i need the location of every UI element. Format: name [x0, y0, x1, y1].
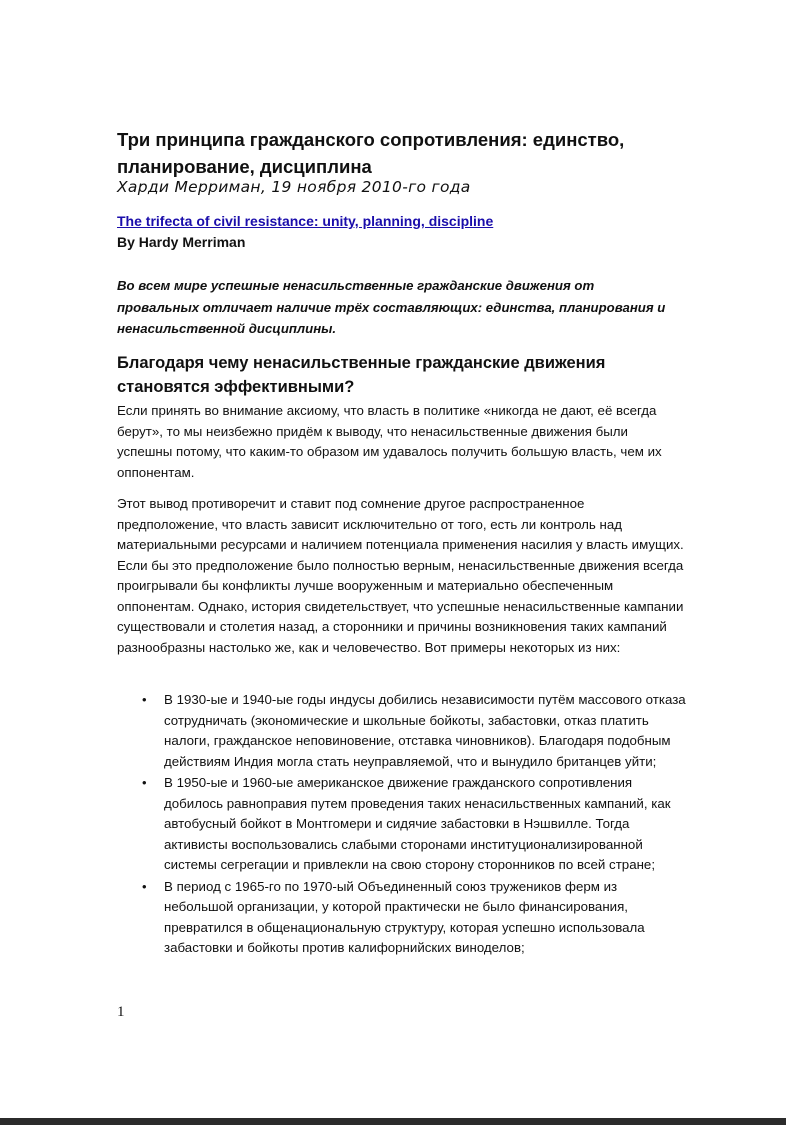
bullet-icon: •: [142, 692, 147, 707]
paragraph-2: Этот вывод противоречит и ставит под сомнение другое распространенное предположение, что власть зависит исключительно от того, есть ли контроль над материальными ресурсами и наличием потенциала применения насилия у власть имущих. Если бы это предположение было полностью верным, ненасильственные движения всегда проигрывали бы конфликты лучше вооруженным и материально обеспеченным оппонентам. Однако, история свидетельствует, что успешные ненасильственные кампании существовали и столетия назад, а сторонники и причины возникновения таких кампаний разнообразны настолько же, как и человечество. Вот примеры некоторых из них:: [117, 496, 684, 655]
author-ru: Харди Мерриман, 19 ноября 2010-го года: [117, 178, 471, 196]
window-bottom-bar: [0, 1118, 786, 1125]
page-number: 1: [117, 1004, 125, 1020]
list-item-text: В 1950-ые и 1960-ые американское движение гражданского сопротивления добилось равноправия путем проведения таких ненасильственных кампаний, как автобусный бойкот в Монтгомери и сидячие забастовки в Нэшвилле. Тогда активисты воспользовались слабыми сторонами институционализированной системы сегрегации и привлекли на свою сторону сторонников по всей стране;: [164, 775, 671, 872]
examples-list: [117, 690, 687, 960]
list-item: [117, 773, 687, 876]
list-item: [117, 690, 687, 772]
original-article-link[interactable]: The trifecta of civil resistance: unity, planning, discipline: [117, 213, 494, 229]
section-heading: Благодаря чему ненасильственные гражданские движения становятся эффективными?: [117, 354, 606, 396]
bullet-icon: •: [142, 878, 147, 894]
lead-paragraph: Во всем мире успешные ненасильственные гражданские движения от провальных отличает наличие трёх составляющих: единства, планирования и ненасильственной дисциплины.: [117, 278, 666, 336]
list-item-text: В 1930-ые и 1940-ые годы индусы добились независимости путём массового отказа сотрудничать (экономические и школьные бойкоты, забастовки, отказ платить налоги, гражданское неповиновение, отставка чиновников). Благодаря подобным действиям Индия могла стать неуправляемой, что и вынудило британцев уйти;: [164, 692, 686, 769]
list-item: [117, 877, 687, 959]
list-item-text: В период с 1965-го по 1970-ый Объединенный союз тружеников ферм из небольшой организации, у которой практически не было финансирования, превратился в общенациональную структуру, которая успешно использовала забастовки и бойкоты против калифорнийских виноделов;: [164, 878, 645, 955]
author-en: By Hardy Merriman: [117, 234, 246, 250]
bullet-icon: •: [142, 775, 147, 790]
document-title: Три принципа гражданского сопротивления: единство, планирование, дисциплина: [117, 129, 625, 177]
paragraph-1: Если принять во внимание аксиому, что власть в политике «никогда не дают, её всегда берут», то мы неизбежно придём к выводу, что ненасильственные движения были успешны потому, что каким-то образом им удавалось получить большую власть, чем их оппонентам.: [117, 403, 662, 480]
